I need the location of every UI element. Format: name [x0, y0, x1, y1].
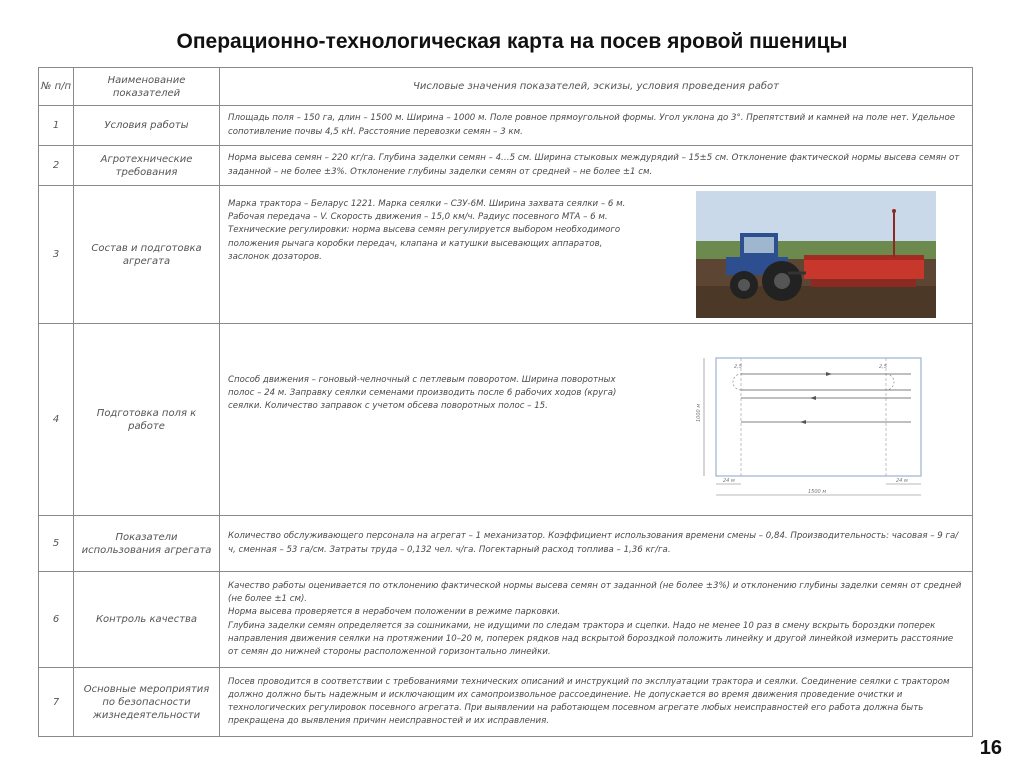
field-boundary — [716, 358, 921, 476]
row-name: Показатели использования агрегата — [74, 516, 220, 572]
dim-left: 24 м — [723, 478, 735, 484]
table-row — [39, 146, 973, 186]
table-row — [39, 106, 973, 146]
table-header-row — [39, 68, 973, 106]
row-value — [220, 572, 973, 668]
technology-card-table — [38, 67, 973, 737]
loop-turn-right — [886, 374, 894, 390]
table-row — [39, 668, 973, 737]
header-name: Наименование показателей — [74, 68, 220, 106]
dim-right: 24 м — [896, 478, 908, 484]
row-num: 2 — [39, 146, 74, 186]
row-value-cell — [220, 186, 973, 324]
row-value: Норма высева семян – 220 кг/га. Глубина заделки семян – 4…5 см. Ширина стыковых междурядий – 15±5 см. Отклонение фактической нормы высева семян от заданной – не более ±3%. Отклонение глубины заделки семян от средней – не более ±1 см. — [220, 146, 973, 186]
table-row — [39, 324, 973, 516]
table-row — [39, 516, 973, 572]
row-value-cell — [220, 324, 973, 516]
row-value: Способ движения – гоновый-челночный с петлевым поворотом. Ширина поворотных полос – 24 м. Заправку сеялки семенами производить после 6 рабочих ходов (круга) сеялки. Количество заправок с учетом обсева поворотных полос – 15. — [228, 375, 617, 412]
direction-arrow — [810, 396, 816, 400]
row-name: Контроль качества — [74, 572, 220, 668]
row-name: Основные мероприятия по безопасности жизнедеятельности — [74, 668, 220, 737]
row-name: Состав и подготовка агрегата — [74, 186, 220, 324]
row-num: 7 — [39, 668, 74, 737]
dim-bottom: 1500 м — [808, 489, 827, 495]
table-row — [39, 572, 973, 668]
page-number: 16 — [979, 737, 1002, 759]
direction-arrow — [800, 420, 806, 424]
paragraph: Качество работы оценивается по отклонению фактической нормы высева семян от заданной (не более ±3%) и отклонению глубины заделки семян от средней (не более ±1 см). — [228, 580, 962, 605]
loop-turn-left — [733, 374, 741, 390]
row-value: Количество обслуживающего персонала на агрегат – 1 механизатор. Коэффициент использования времени смены – 0,84. Производительность: часовая – 9 га/ч, сменная – 53 га/см. Затраты труда – 0,132 чел. ч/га. Погектарный расход топлива – 1,36 кг/га. — [220, 516, 973, 572]
figure-area — [636, 324, 972, 515]
field-movement-scheme — [696, 352, 936, 502]
row-name: Подготовка поля к работе — [74, 324, 220, 516]
paragraph: Норма высева проверяется в нерабочем положении в режиме парковки. — [228, 607, 561, 618]
tractor-seeder-photo — [696, 191, 936, 318]
row-num: 1 — [39, 106, 74, 146]
header-num: № п/п — [39, 68, 74, 106]
dim-top-right: 2,5 — [879, 364, 887, 370]
paragraph: Глубина заделки семян определяется за сошниками, не идущими по следам трактора и сцепки. Надо не менее 10 раз в смену вскрыть бороздки поперек направления движения сеялки на протяжении 10–20 м, поперек рядков над вскрытой бороздкой положить линейку и другой линейкой измерить расстояние от семян до нижней стороны расположенной горизонтально линейки. — [228, 620, 954, 657]
dim-side-label: 1000 м — [696, 403, 702, 422]
direction-arrow — [826, 372, 832, 376]
row-value: Площадь поля – 150 га, длин – 1500 м. Ширина – 1000 м. Поле ровное прямоугольной формы. Угол уклона до 3°. Препятствий и камней на поле нет. Удельное сопотивление почвы 4,5 кН. Расстояние перевозки семян – 3 км. — [220, 106, 973, 146]
figure-area — [636, 186, 972, 323]
row-name: Агротехнические требования — [74, 146, 220, 186]
row-value: Марка трактора – Беларус 1221. Марка сеялки – СЗУ-6М. Ширина захвата сеялки – 6 м. Рабочая передача – V. Скорость движения – 15,0 км/ч. Радиус посевного МТА – 6 м. Технические регулировки: норма высева семян регулируется выбором необходимого положения рычага коробки передач, клапана и катушки высевающих аппаратов, заслонок дозаторов. — [228, 199, 626, 262]
row-value: Посев проводится в соответствии с требованиями технических описаний и инструкций по эксплуатации трактора и сеялки. Соединение сеялки с трактором должно должно быть надежным и исключающим их самопроизвольное рассоединение. Не допускается во время движения проведение очистки и технологических регулировок посевного агрегата. При выявлении на работающем посевном агрегате любых неисправностей его работа должна быть прекращена до выявления причин неисправностей и их исправления. — [220, 668, 973, 737]
row-num: 5 — [39, 516, 74, 572]
row-num: 4 — [39, 324, 74, 516]
row-num: 3 — [39, 186, 74, 324]
dim-top-left: 2,5 — [734, 364, 742, 370]
header-values: Числовые значения показателей, эскизы, условия проведения работ — [220, 68, 973, 106]
row-name: Условия работы — [74, 106, 220, 146]
seeder-hopper — [804, 259, 924, 279]
row-num: 6 — [39, 572, 74, 668]
table-row — [39, 186, 973, 324]
slide-title: Операционно-технологическая карта на посев яровой пшеницы — [176, 30, 848, 53]
